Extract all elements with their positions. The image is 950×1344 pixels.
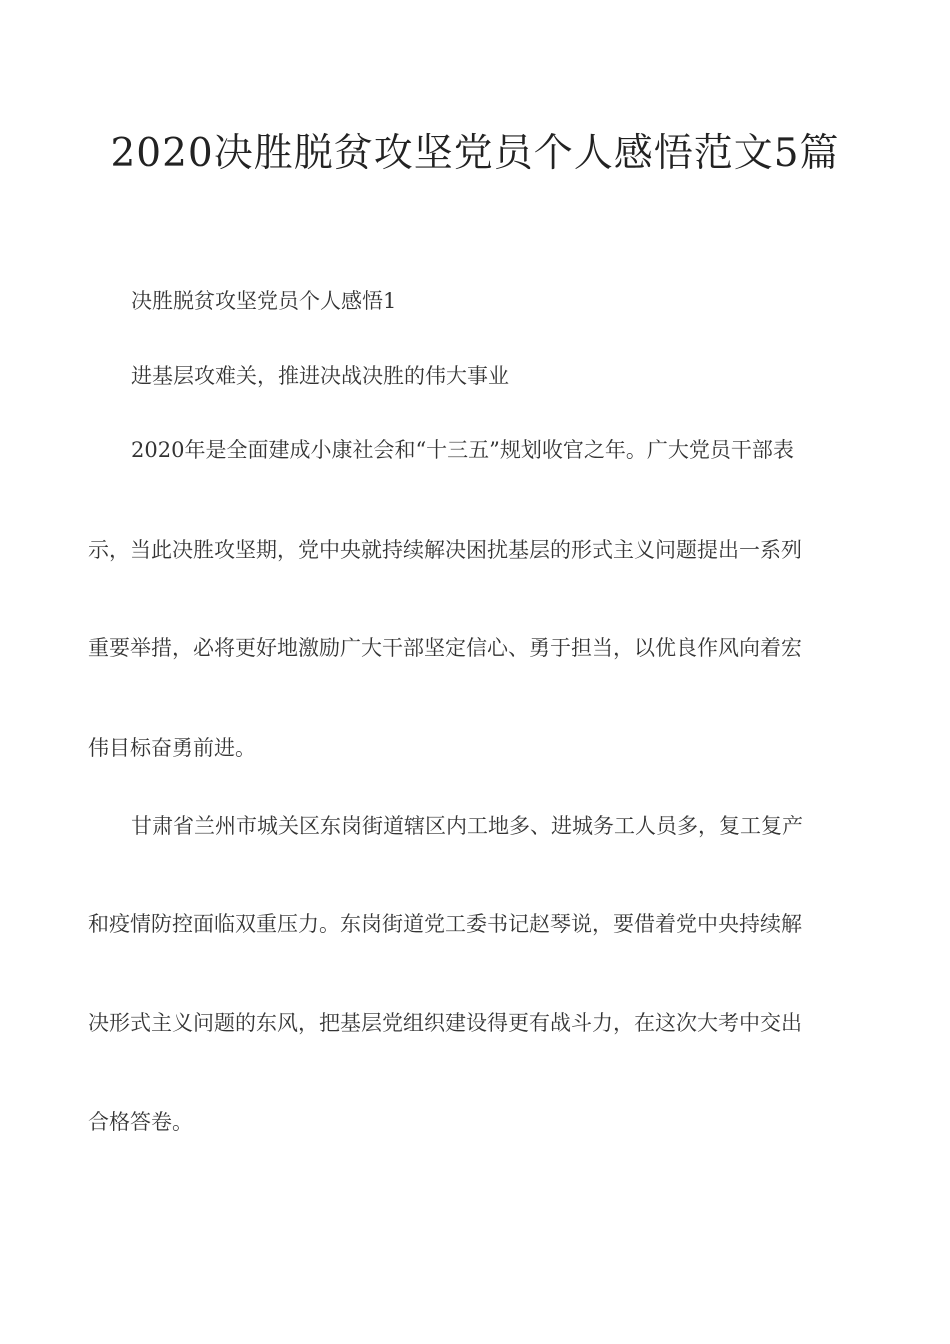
paragraph-1-line-2: 示，当此决胜攻坚期，党中央就持续解决困扰基层的形式主义问题提出一系列: [88, 538, 802, 562]
paragraph-2-line-1: 甘肃省兰州市城关区东岗街道辖区内工地多、进城务工人员多，复工复产: [131, 814, 803, 838]
subheading: 进基层攻难关，推进决战决胜的伟大事业: [131, 364, 509, 388]
paragraph-2-line-2: 和疫情防控面临双重压力。东岗街道党工委书记赵琴说，要借着党中央持续解: [88, 912, 802, 936]
paragraph-2-line-4: 合格答卷。: [88, 1110, 193, 1134]
paragraph-2-line-3: 决形式主义问题的东风，把基层党组织建设得更有战斗力，在这次大考中交出: [88, 1011, 802, 1035]
document-title: 2020决胜脱贫攻坚党员个人感悟范文5篇: [110, 131, 840, 176]
paragraph-1-line-3: 重要举措，必将更好地激励广大干部坚定信心、勇于担当，以优良作风向着宏: [88, 636, 802, 660]
paragraph-1-line-4: 伟目标奋勇前进。: [88, 736, 256, 760]
paragraph-1-line-1: 2020年是全面建成小康社会和“十三五”规划收官之年。广大党员干部表: [131, 438, 794, 462]
section-heading: 决胜脱贫攻坚党员个人感悟1: [131, 289, 397, 313]
